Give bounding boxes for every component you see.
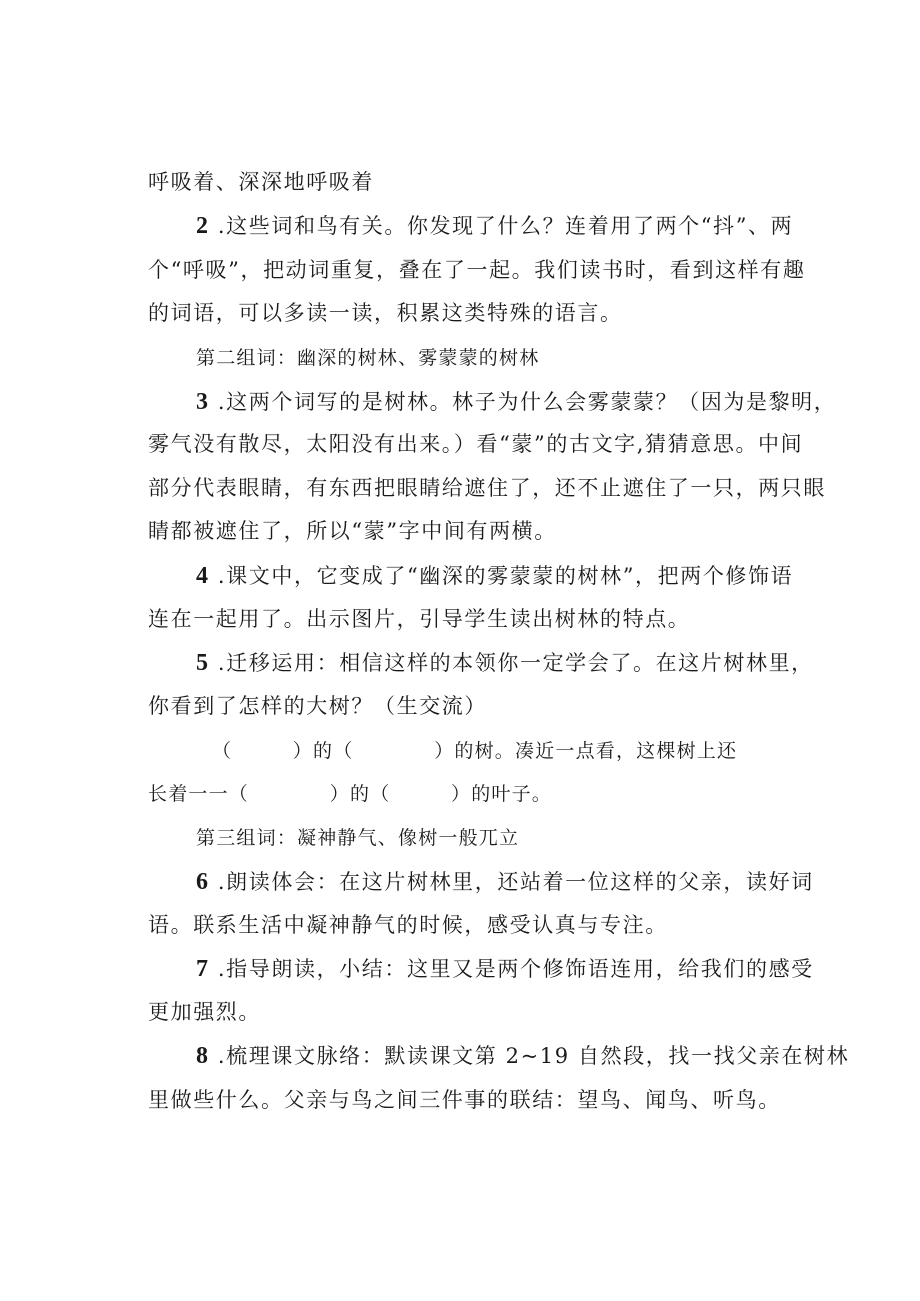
text-line: 更加强烈。 [148, 1000, 261, 1024]
text-line: 睛都被遮住了，所以“蒙”字中间有两横。 [148, 519, 557, 543]
item-7: 7 .指导朗读，小结：这里又是两个修饰语连用，给我们的感受 [196, 956, 814, 982]
text-line: 连在一起用了。出示图片，引导学生读出树林的特点。 [148, 607, 691, 631]
text-line: 呼吸着、深深地呼吸着 [148, 170, 374, 194]
subheading-group-2: 第二组词：幽深的树林、雾蒙蒙的树林 [196, 347, 540, 369]
item-6: 6 .朗读体会：在这片树林里，还站着一位这样的父亲，读好词 [196, 869, 814, 895]
text-line: 的词语，可以多读一读，积累这类特殊的语言。 [148, 301, 623, 325]
item-3: 3 .这两个词写的是树林。林子为什么会雾蒙蒙？（因为是黎明， [196, 389, 837, 415]
subheading-group-3: 第三组词：凝神静气、像树一般兀立 [196, 827, 520, 849]
text-line: 里做些什么。父亲与鸟之间三件事的联结：望鸟、闻鸟、听鸟。 [148, 1088, 781, 1112]
item-5: 5 .迁移运用：相信这样的本领你一定学会了。在这片树林里， [196, 650, 814, 676]
fill-blank-line: 长着一一（ ）的（ ）的叶子。 [148, 783, 553, 805]
item-2: 2 .这些词和鸟有关。你发现了什么？连着用了两个“抖”、两 [196, 213, 794, 239]
text-line: 部分代表眼睛，有东西把眼睛给遮住了，还不止遮住了一只，两只眼 [148, 476, 826, 500]
fill-blank-line: （ ）的（ ）的树。凑近一点看，这棵树上还 [212, 740, 738, 762]
text-line: 个“呼吸”，把动词重复，叠在了一起。我们读书时，看到这样有趣 [148, 258, 806, 282]
text-line: 雾气没有散尽，太阳没有出来。）看“蒙”的古文字,猜猜意思。中间 [148, 432, 804, 456]
text-line: 语。联系生活中凝神静气的时候，感受认真与专注。 [148, 913, 668, 937]
item-4: 4 .课文中，它变成了“幽深的雾蒙蒙的树林”，把两个修饰语 [196, 563, 794, 589]
item-8: 8 .梳理课文脉络：默读课文第 2~19 自然段，找一找父亲在树林 [196, 1043, 850, 1069]
text-line: 你看到了怎样的大树？（生交流） [148, 694, 487, 718]
